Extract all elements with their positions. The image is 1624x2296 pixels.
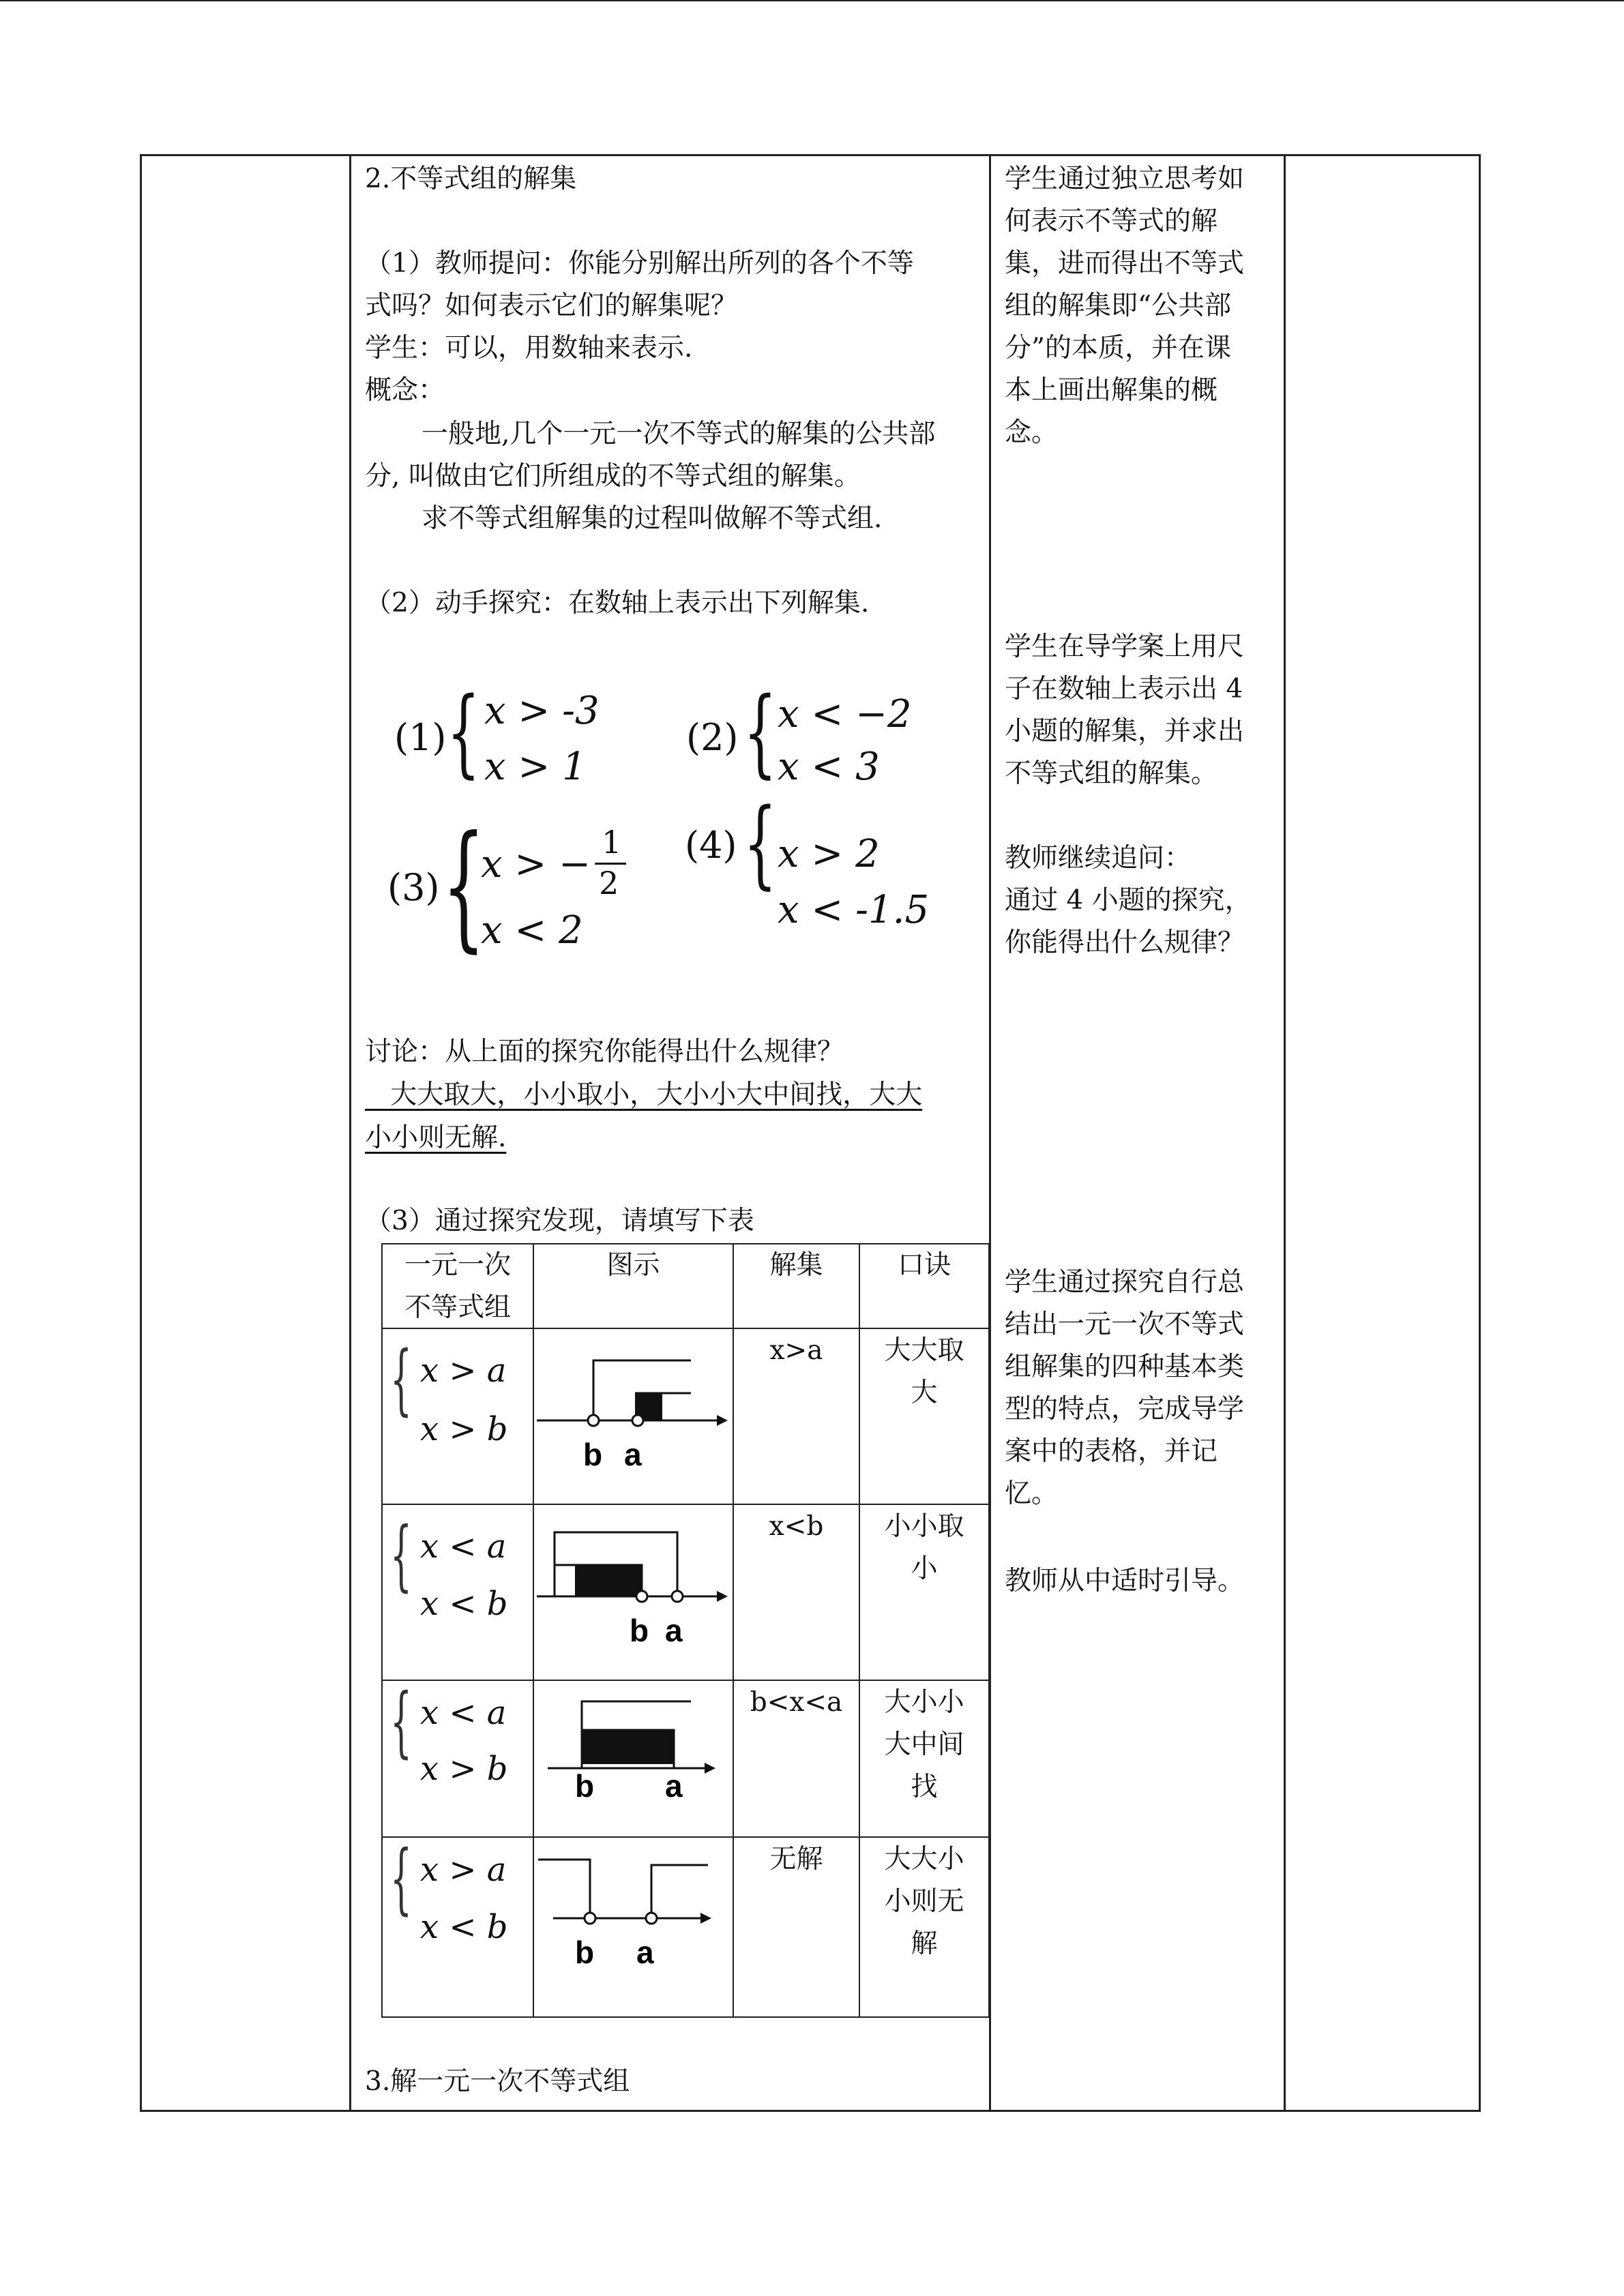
- discussion-question: 讨论：从上面的探究你能得出什么规律？: [365, 1037, 844, 1067]
- svg-text:b: b: [575, 1935, 595, 1970]
- teacher-guidance-note: 教师从中适时引导。: [1005, 1566, 1245, 1596]
- number-line-diagram: [534, 1329, 733, 1504]
- fill-table-prompt: （3）通过探究发现，请填写下表: [365, 1206, 754, 1236]
- rhyme: 大小小 大中间 找: [884, 1687, 964, 1802]
- svg-text:a: a: [665, 1768, 683, 1804]
- number-line-diagram: [534, 1681, 733, 1836]
- header-diagram: 图示: [606, 1250, 660, 1281]
- header-rhyme: 口诀: [897, 1250, 951, 1281]
- column-divider-3: [1284, 154, 1286, 2112]
- rhyme: 小小取 小: [884, 1511, 964, 1584]
- svg-text:b: b: [630, 1613, 649, 1648]
- rhyme: 大大小 小则无 解: [884, 1844, 964, 1959]
- concept-label: 概念：: [365, 375, 445, 406]
- rule-line-1: 大大取大，小小取小，大小小大中间找，大大: [365, 1079, 923, 1110]
- concept-line-1: 一般地,几个一元一次不等式的解集的公共部: [422, 419, 936, 449]
- header-inequality-system: 一元一次 不等式组: [404, 1250, 511, 1323]
- teacher-question-line1: （1）教师提问：你能分别解出所列的各个不等: [365, 248, 914, 279]
- svg-text:b: b: [583, 1437, 603, 1472]
- number-line-diagram: [534, 1838, 733, 2018]
- solution-set: b<x<a: [750, 1687, 843, 1718]
- student-activity-note-2: 学生在导学案上用尺 子在数轴上表示出 4 小题的解集，并求出 不等式组的解集。: [1005, 631, 1245, 789]
- student-activity-note-1: 学生通过独立思考如 何表示不等式的解 集，进而得出不等式 组的解集即“公共部 分”的本质，并在课 本上画出解集的概 念。: [1005, 164, 1245, 448]
- column-divider-1: [349, 154, 351, 2112]
- rule-line-2: 小小则无解.: [365, 1122, 507, 1153]
- student-summary-note: 学生通过探究自行总 结出一元一次不等式 组解集的四种基本类 型的特点，完成导学 案中的表格，并记 忆。: [1005, 1267, 1245, 1509]
- exploration-prompt: （2）动手探究：在数轴上表示出下列解集.: [365, 588, 870, 618]
- section-2-title: 2.不等式组的解集: [365, 164, 577, 194]
- concept-line-2: 分, 叫做由它们所组成的不等式组的解集。: [365, 461, 861, 492]
- svg-text:a: a: [636, 1935, 654, 1970]
- student-answer: 学生：可以，用数轴来表示.: [365, 333, 693, 363]
- solution-set: x>a: [769, 1335, 823, 1366]
- number-line-diagram: [534, 1505, 733, 1680]
- svg-text:a: a: [624, 1437, 642, 1472]
- concept-line-3: 求不等式组解集的过程叫做解不等式组.: [422, 503, 883, 534]
- header-solution-set: 解集: [769, 1250, 823, 1281]
- svg-text:a: a: [665, 1613, 683, 1648]
- page-top-rule: [0, 0, 1624, 1]
- solution-set: x<b: [769, 1511, 824, 1542]
- teacher-question-line2: 式吗？如何表示它们的解集呢？: [365, 290, 738, 321]
- rhyme: 大大取 大: [884, 1335, 964, 1408]
- teacher-followup-note: 教师继续追问： 通过 4 小题的探究， 你能得出什么规律？: [1005, 843, 1252, 958]
- solution-set: 无解: [769, 1844, 823, 1875]
- section-3-title: 3.解一元一次不等式组: [365, 2066, 630, 2097]
- svg-text:b: b: [575, 1768, 595, 1804]
